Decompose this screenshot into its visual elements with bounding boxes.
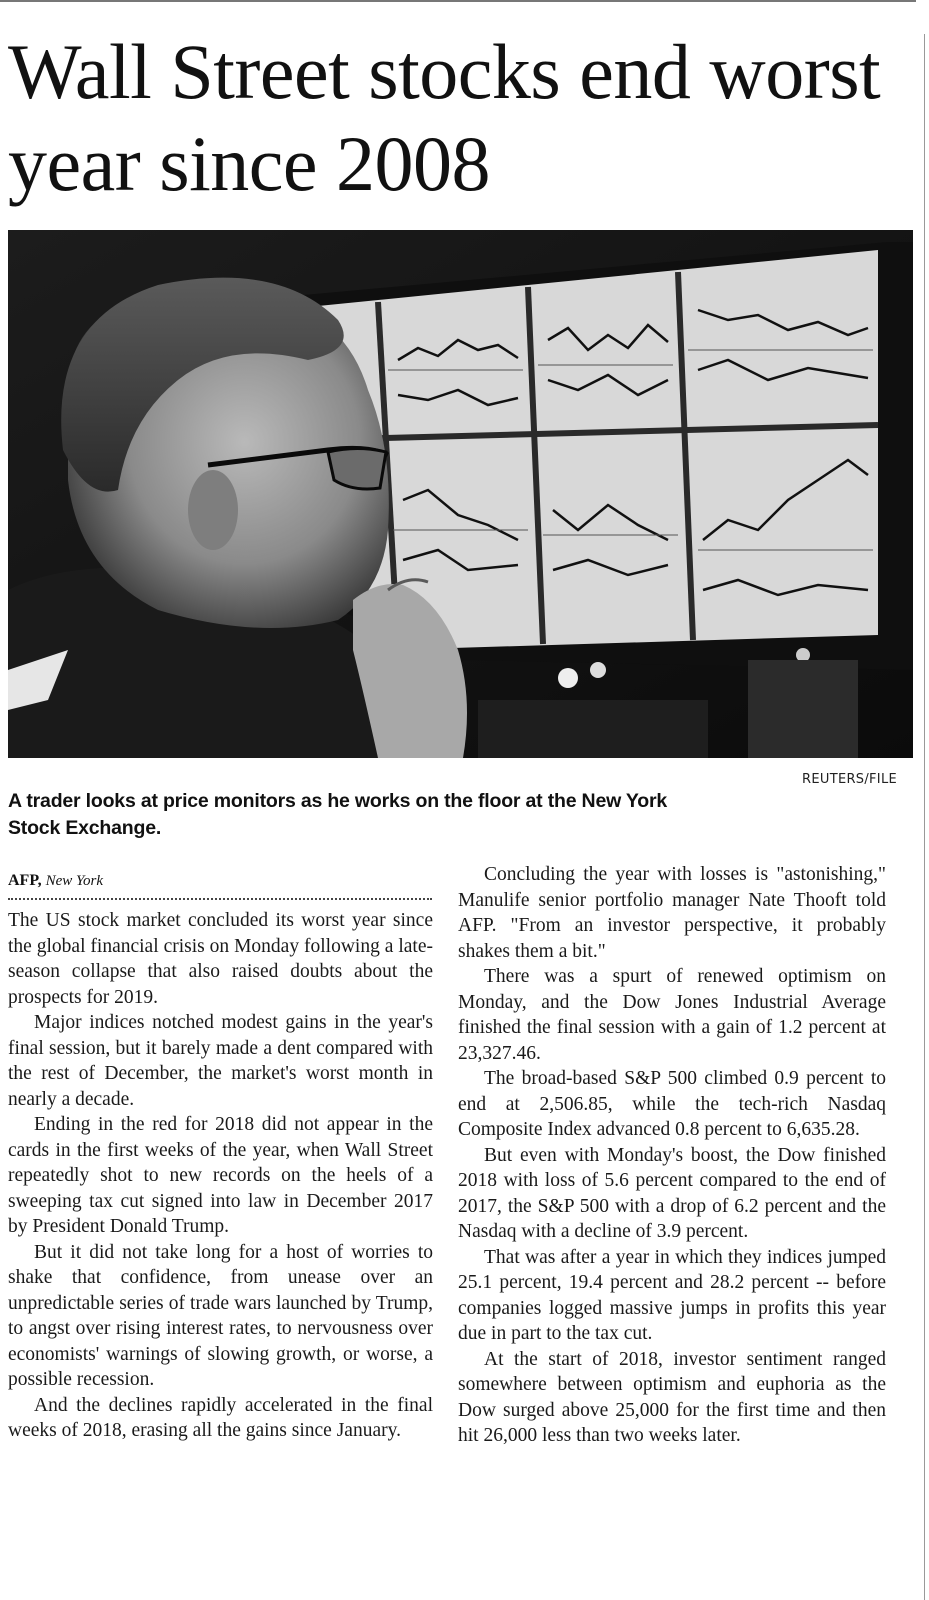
news-photo — [8, 230, 913, 758]
top-rule — [0, 0, 916, 2]
paragraph: But even with Monday's boost, the Dow finished 2018 with loss of 5.6 percent compared to the end of 2017, the S&P 500 with a drop of 6.2 percent and the Nasdaq with a decline of 3.9 percent. — [458, 1144, 886, 1242]
paragraph: The broad-based S&P 500 climbed 0.9 percent to end at 2,506.85, while the tech-rich Nasdaq Composite Index advanced 0.8 percent to 6,635.28. — [458, 1068, 886, 1140]
paragraph: There was a spurt of renewed optimism on Monday, and the Dow Jones Industrial Average finished the final session with a gain of 1.2 percent at 23,327.46. — [458, 966, 886, 1064]
dateline-agency: AFP, — [8, 872, 42, 889]
dateline — [8, 872, 103, 890]
paragraph: Ending in the red for 2018 did not appear in the cards in the first weeks of the year, when Wall Street repeatedly shot to new records on the heels of a sweeping tax cut signed into law in December 2017 by President Donald Trump. — [8, 1114, 433, 1237]
paragraph: Major indices notched modest gains in the year's final session, but it barely made a dent compared with the rest of December, the market's worst month in nearly a decade. — [8, 1012, 433, 1110]
photo-caption: A trader looks at price monitors as he works on the floor at the New York Stock Exchange. — [8, 790, 668, 839]
paragraph: Concluding the year with losses is "astonishing," Manulife senior portfolio manager Nate Thooft told AFP. "From an investor perspective, it probably shakes them a bit." — [458, 864, 886, 962]
dateline-location: New York — [45, 873, 104, 889]
paragraph: And the declines rapidly accelerated in the final weeks of 2018, erasing all the gains since January. — [8, 1394, 433, 1441]
paragraph: The US stock market concluded its worst year since the global financial crisis on Monday following a late-season collapse that also raised doubts about the prospects for 2019. — [8, 910, 433, 1008]
column-rule — [924, 34, 925, 1600]
paragraph: But it did not take long for a host of worries to shake that confidence, from unease over an unpredictable series of trade wars launched by Trump, to angst over rising interest rates, to nervousness over economists' warnings of slowing growth, or worse, a possible recession. — [8, 1241, 433, 1390]
left-column — [8, 908, 433, 1444]
headline: Wall Street stocks end worst year since 2008 — [8, 28, 881, 207]
paragraph: That was after a year in which they indices jumped 25.1 percent, 19.4 percent and 28.2 percent -- before companies logged massive jumps in profits this year due in part to the tax cut. — [458, 1246, 886, 1344]
dotted-divider — [8, 898, 432, 900]
paragraph: At the start of 2018, investor sentiment ranged somewhere between optimism and euphoria as the Dow surged above 25,000 for the first time and then hit 26,000 less than two weeks later. — [458, 1348, 886, 1446]
photo-credit: REUTERS/FILE — [802, 772, 897, 787]
right-column — [458, 862, 886, 1449]
